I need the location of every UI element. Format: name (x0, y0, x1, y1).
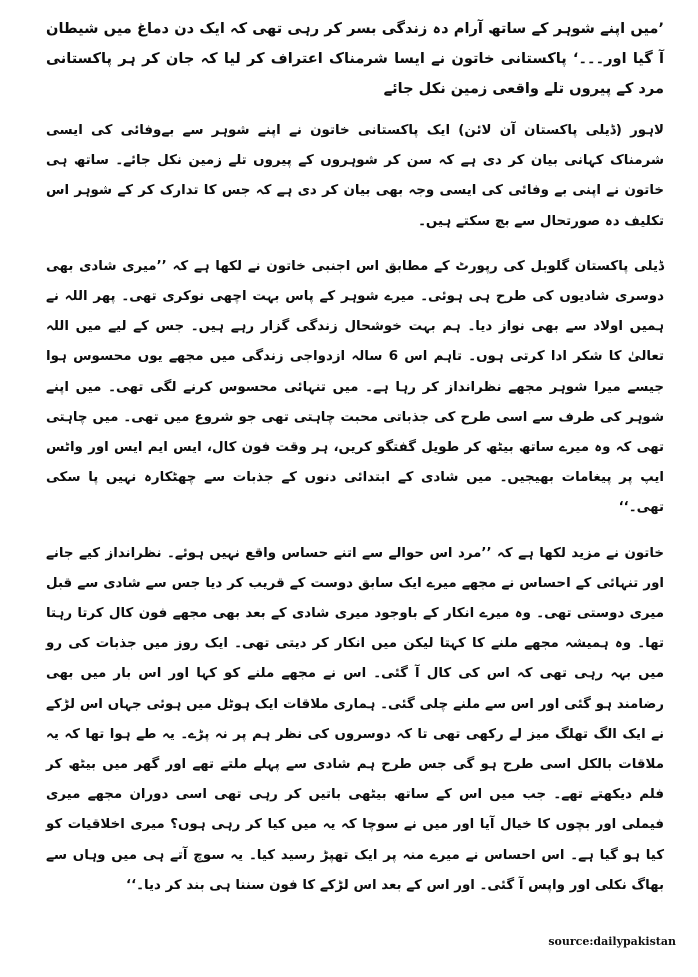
article-paragraph-report: ڈیلی پاکستان گلوبل کی رپورٹ کے مطابق اس اجنبی خاتون نے لکھا ہے کہ ’’میری شادی بھی دوسری شادیوں کی طرح ہی ہوئی۔ میرے شوہر کے پاس بہت اچھی نوکری تھی۔ پھر اللہ نے ہمیں اولاد سے بھی نواز دیا۔ ہم بہت خوشحال زندگی گزار رہے ہیں۔ جس کے لیے میں اللہ تعالیٰ کا شکر ادا کرتی ہوں۔ تاہم اس 6 سالہ ازدواجی زندگی میں مجھے یوں محسوس ہوا جیسے میرا شوہر مجھے نظرانداز کر رہا ہے۔ میں تنہائی محسوس کرنے لگی تھی۔ میں اپنے شوہر کی طرف سے اسی طرح کی جذباتی محبت چاہتی تھی جو شروع میں تھی۔ میں چاہتی تھی کہ وہ میرے ساتھ بیٹھ کر طویل گفتگو کریں، ہر وقت فون کال، ایس ایم ایس اور واٹس ایپ پر پیغامات بھیجیں۔ میں شادی کے ابتدائی دنوں کے جذبات سے چھٹکارہ نہیں پا سکی تھی۔‘‘ (46, 258, 664, 516)
article-paragraph-intro: لاہور (ڈیلی پاکستان آن لائن) ایک پاکستانی خاتون نے اپنے شوہر سے بےوفائی کی ایسی شرمناک کہانی بیان کر دی ہے کہ سن کر شوہروں کے پیروں تلے زمین نکل جائے۔ ساتھ ہی خاتون نے اپنی بے وفائی کی ایسی وجہ بھی بیان کر دی ہے کہ جس کا تدارک کر کے شوہر اس تکلیف دہ صورتحال سے بچ سکتے ہیں۔ (46, 123, 664, 229)
article-headline: ’میں اپنے شوہر کے ساتھ آرام دہ زندگی بسر کر رہی تھی کہ ایک دن دماغ میں شیطان آ گیا اور۔۔۔‘ پاکستانی خاتون نے ایسا شرمناک اعتراف کر لیا کہ جان کر ہر پاکستانی مرد کے پیروں تلے واقعی زمین نکل جائے (46, 20, 664, 97)
article-paragraph-confession: خاتون نے مزید لکھا ہے کہ ’’مرد اس حوالے سے اتنے حساس واقع نہیں ہوئے۔ نظرانداز کیے جانے اور تنہائی کے احساس نے مجھے میرے ایک سابق دوست کے قریب کر دیا جس سے شادی سے قبل میری دوستی تھی۔ وہ میرے انکار کے باوجود میری شادی کے بعد بھی مجھے فون کال کرتا رہتا تھا۔ وہ ہمیشہ مجھے ملنے کا کہتا لیکن میں انکار کر دیتی تھی۔ ایک روز میں جذبات کی رو میں بہہ رہی تھی کہ اس کی کال آ گئی۔ اس نے مجھے ملنے کو کہا اور اس بار میں بھی رضامند ہو گئی اور اس سے ملنے چلی گئی۔ ہماری ملاقات ایک ہوٹل میں ہوئی جہاں اس لڑکے نے ایک الگ تھلگ میز لے رکھی تھی تا کہ دوسروں کی نظر ہم پر نہ پڑے۔ یہ طے ہوا تھا کہ یہ ملاقات بالکل اسی طرح ہو گی جس طرح ہم شادی سے پہلے ملتے تھے اور گھر میں بیٹھ کر فلم دیکھتے تھے۔ جب میں اس کے ساتھ بیٹھی باتیں کر رہی تھی اسی دوران مجھے میری فیملی اور بچوں کا خیال آیا اور میں نے سوچا کہ یہ میں کیا کر رہی ہوں؟ میری اخلاقیات کو کیا ہو گیا ہے۔ اس احساس نے میرے منہ پر ایک تھپڑ رسید کیا۔ یہ سوچ آتے ہی میں وہاں سے بھاگ نکلی اور واپس آ گئی۔ اور اس کے بعد اس لڑکے کا فون سننا ہی بند کر دیا۔‘‘ (46, 545, 664, 893)
source-credit: source:dailypakistan (548, 935, 676, 948)
